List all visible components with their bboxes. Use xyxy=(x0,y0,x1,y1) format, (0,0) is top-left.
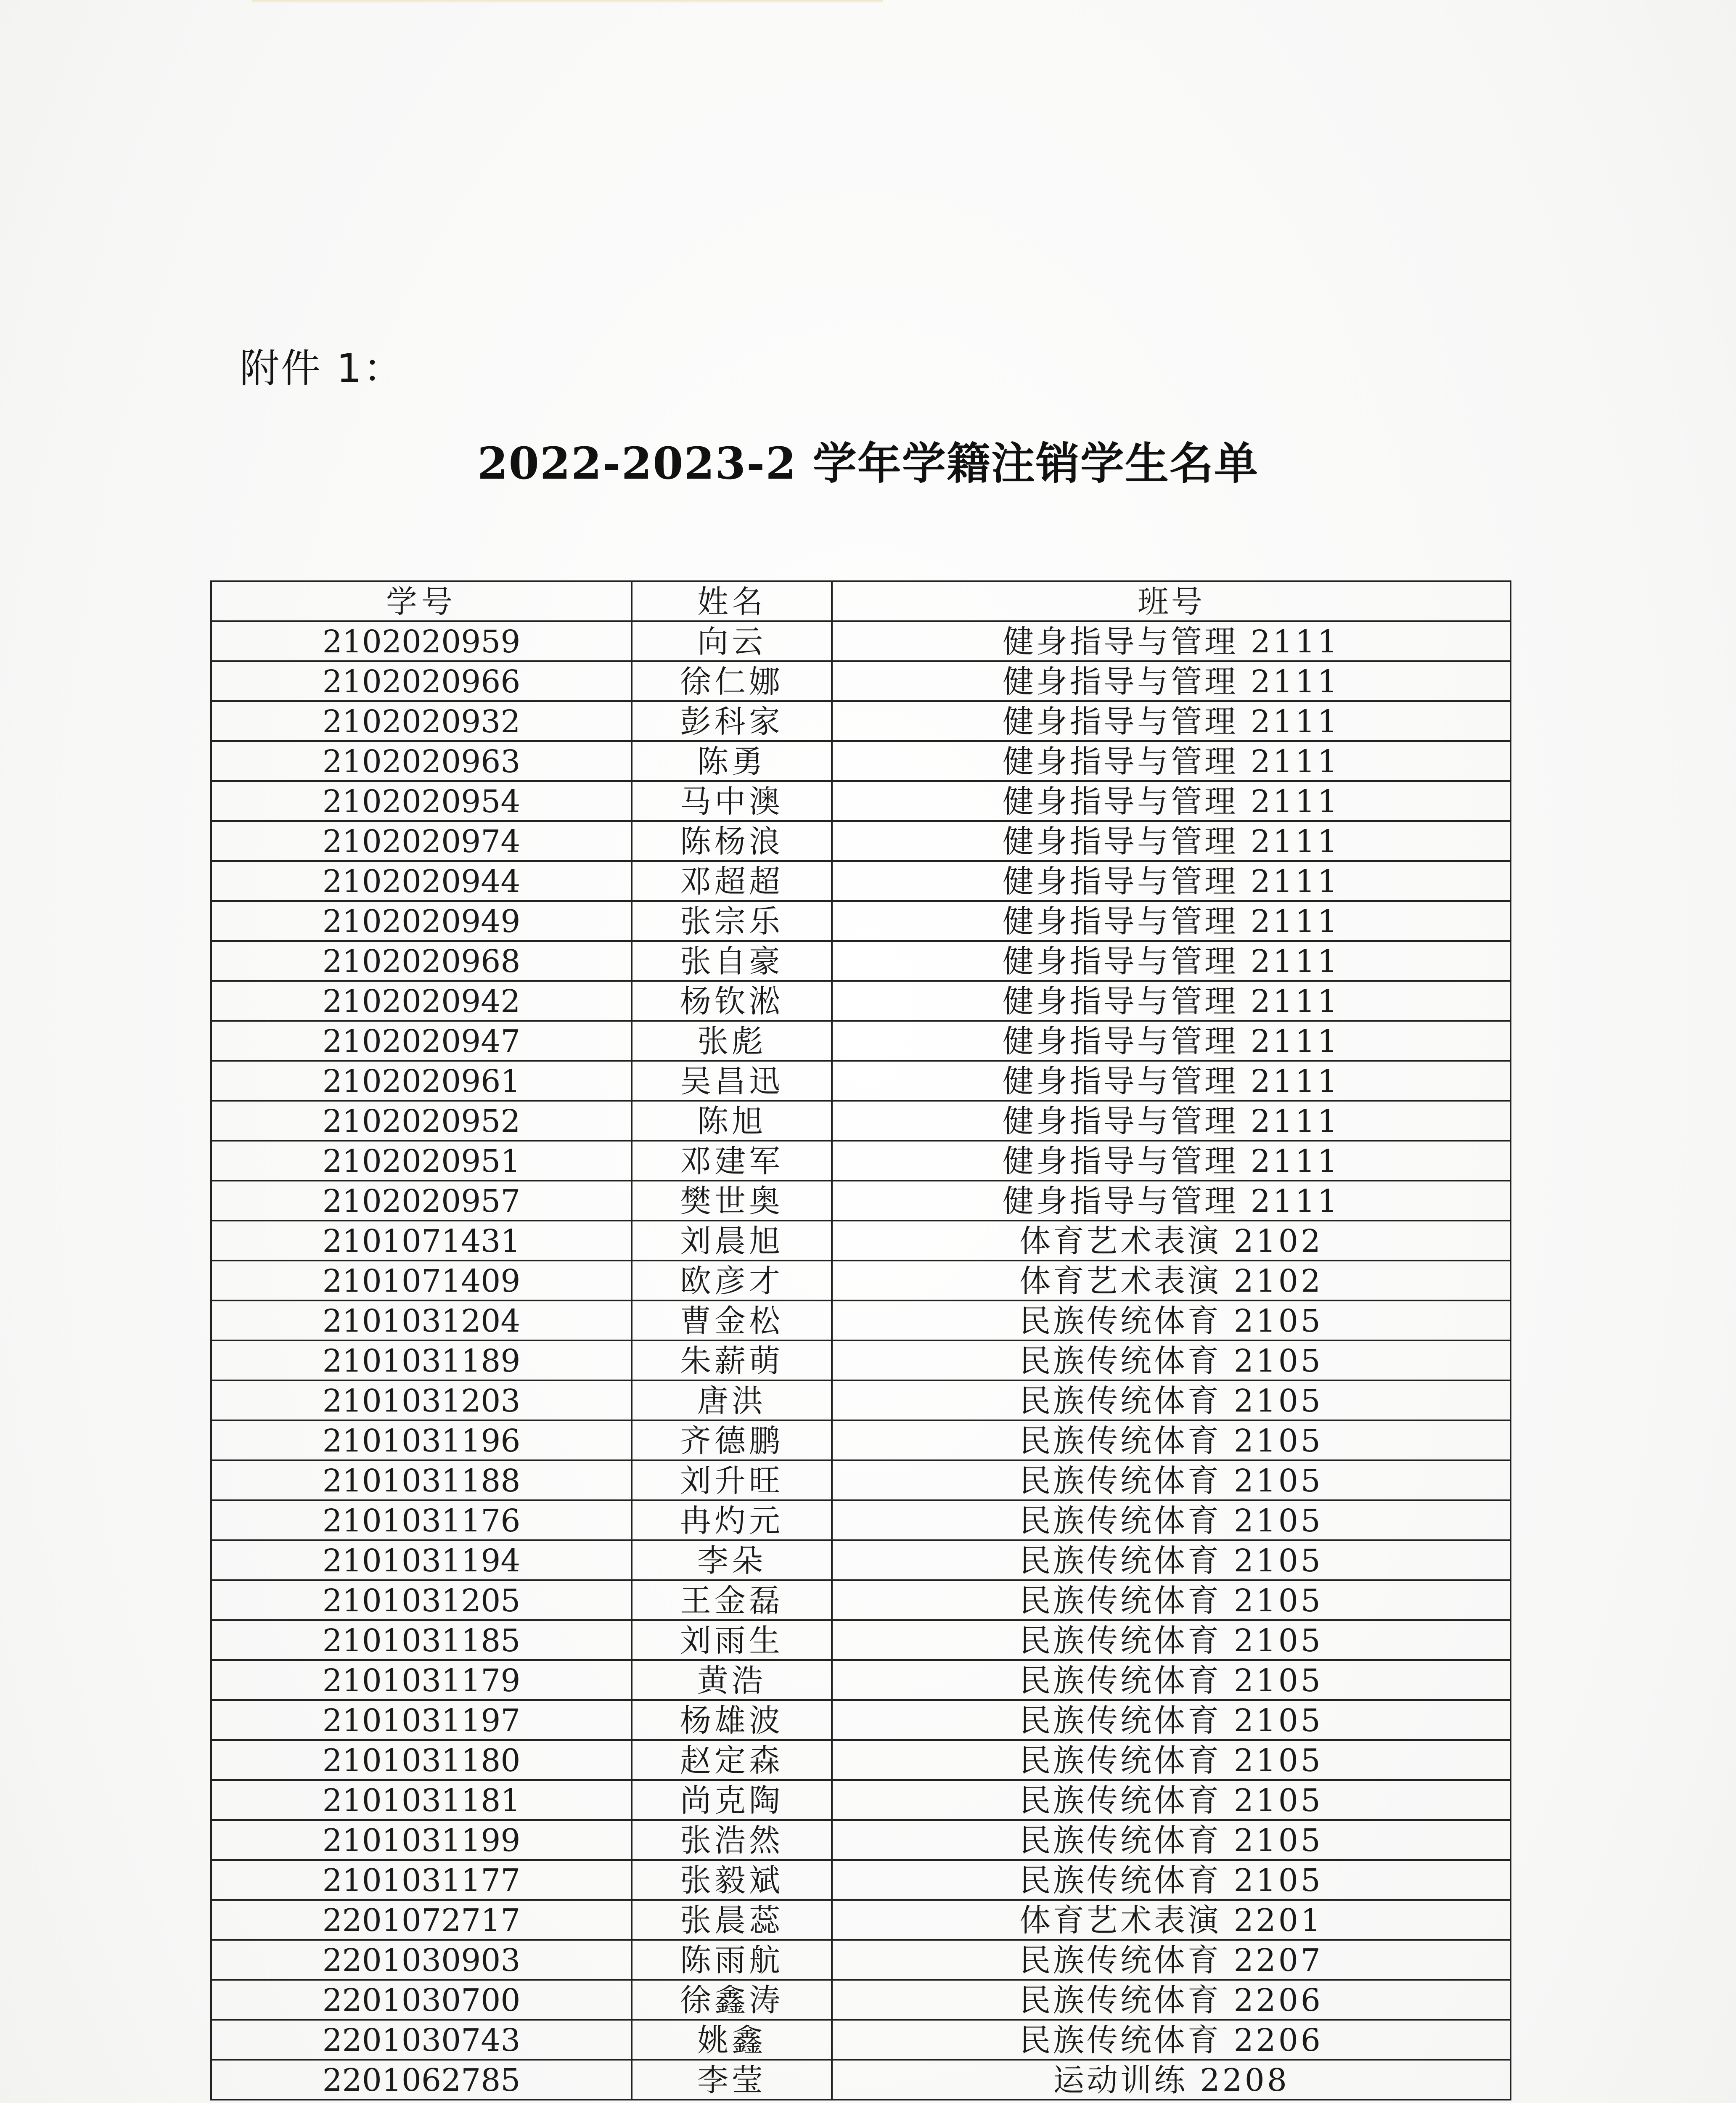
class-cell: 民族传统体育 2105 xyxy=(832,1420,1511,1460)
student-id-cell: 2101031177 xyxy=(211,1860,632,1900)
table-row xyxy=(211,621,1511,661)
table-row xyxy=(211,1500,1511,1540)
student-id-cell: 2102020961 xyxy=(211,1061,632,1101)
class-cell: 民族传统体育 2105 xyxy=(832,1700,1511,1740)
student-name-cell: 姚鑫 xyxy=(632,2020,832,2060)
class-cell: 健身指导与管理 2111 xyxy=(832,981,1511,1021)
student-name-cell: 赵定森 xyxy=(632,1740,832,1780)
table-row xyxy=(211,2020,1511,2060)
student-name-cell: 李莹 xyxy=(632,2060,832,2100)
class-cell: 民族传统体育 2105 xyxy=(832,1780,1511,1820)
student-name-cell: 刘雨生 xyxy=(632,1620,832,1660)
student-id-cell: 2102020951 xyxy=(211,1141,632,1181)
student-name-cell: 黄浩 xyxy=(632,1660,832,1700)
table-row xyxy=(211,1660,1511,1700)
class-cell: 民族传统体育 2105 xyxy=(832,1740,1511,1780)
table-row xyxy=(211,941,1511,981)
class-cell: 健身指导与管理 2111 xyxy=(832,1101,1511,1141)
class-cell: 民族传统体育 2105 xyxy=(832,1620,1511,1660)
student-id-cell: 2101031180 xyxy=(211,1740,632,1780)
class-cell: 健身指导与管理 2111 xyxy=(832,901,1511,941)
table-row xyxy=(211,1620,1511,1660)
class-cell: 民族传统体育 2105 xyxy=(832,1660,1511,1700)
student-id-cell: 2102020954 xyxy=(211,781,632,821)
student-id-cell: 2101031204 xyxy=(211,1300,632,1340)
student-name-cell: 邓建军 xyxy=(632,1141,832,1181)
class-cell: 民族传统体育 2105 xyxy=(832,1340,1511,1380)
class-cell: 民族传统体育 2105 xyxy=(832,1860,1511,1900)
student-id-cell: 2101031203 xyxy=(211,1380,632,1420)
student-name-cell: 邓超超 xyxy=(632,861,832,901)
student-name-cell: 樊世奥 xyxy=(632,1181,832,1221)
student-id-cell: 2101031196 xyxy=(211,1420,632,1460)
table-row xyxy=(211,1580,1511,1620)
student-name-cell: 张毅斌 xyxy=(632,1860,832,1900)
student-id-cell: 2102020963 xyxy=(211,741,632,781)
student-id-cell: 2102020959 xyxy=(211,621,632,661)
class-cell: 健身指导与管理 2111 xyxy=(832,1141,1511,1181)
paper-top-edge xyxy=(252,0,883,3)
table-row xyxy=(211,1700,1511,1740)
class-cell: 民族传统体育 2206 xyxy=(832,2020,1511,2060)
class-cell: 民族传统体育 2105 xyxy=(832,1500,1511,1540)
student-name-cell: 张浩然 xyxy=(632,1820,832,1860)
student-id-cell: 2101071431 xyxy=(211,1221,632,1261)
class-cell: 民族传统体育 2105 xyxy=(832,1300,1511,1340)
student-name-cell: 李朵 xyxy=(632,1540,832,1580)
student-id-cell: 2101031176 xyxy=(211,1500,632,1540)
table-row xyxy=(211,1940,1511,1980)
student-name-cell: 齐德鹏 xyxy=(632,1420,832,1460)
student-name-cell: 刘升旺 xyxy=(632,1460,832,1500)
attachment-label: 附件 1： xyxy=(240,346,405,392)
class-cell: 体育艺术表演 2201 xyxy=(832,1900,1511,1940)
class-cell: 健身指导与管理 2111 xyxy=(832,621,1511,661)
student-name-cell: 张晨蕊 xyxy=(632,1900,832,1940)
table-row xyxy=(211,1101,1511,1141)
table-row xyxy=(211,1061,1511,1101)
table-row xyxy=(211,1141,1511,1181)
student-name-cell: 陈勇 xyxy=(632,741,832,781)
student-id-cell: 2102020947 xyxy=(211,1021,632,1061)
column-header-class: 班号 xyxy=(832,581,1511,621)
student-id-cell: 2201030743 xyxy=(211,2020,632,2060)
table-row xyxy=(211,1460,1511,1500)
student-name-cell: 杨雄波 xyxy=(632,1700,832,1740)
student-name-cell: 张彪 xyxy=(632,1021,832,1061)
student-id-cell: 2102020968 xyxy=(211,941,632,981)
table-row xyxy=(211,901,1511,941)
table-row xyxy=(211,1181,1511,1221)
table-row xyxy=(211,1900,1511,1940)
student-name-cell: 徐鑫涛 xyxy=(632,1980,832,2020)
class-cell: 健身指导与管理 2111 xyxy=(832,741,1511,781)
class-cell: 健身指导与管理 2111 xyxy=(832,661,1511,701)
table-row xyxy=(211,701,1511,741)
class-cell: 民族传统体育 2206 xyxy=(832,1980,1511,2020)
student-id-cell: 2101031205 xyxy=(211,1580,632,1620)
student-name-cell: 张宗乐 xyxy=(632,901,832,941)
class-cell: 民族传统体育 2105 xyxy=(832,1380,1511,1420)
student-name-cell: 王金磊 xyxy=(632,1580,832,1620)
student-name-cell: 冉灼元 xyxy=(632,1500,832,1540)
student-name-cell: 刘晨旭 xyxy=(632,1221,832,1261)
table-row xyxy=(211,821,1511,861)
table-row xyxy=(211,1300,1511,1340)
deregistration-table xyxy=(210,580,1511,2100)
table-row xyxy=(211,861,1511,901)
table-row xyxy=(211,1980,1511,2020)
class-cell: 健身指导与管理 2111 xyxy=(832,1061,1511,1101)
student-name-cell: 张自豪 xyxy=(632,941,832,981)
column-header-student-id: 学号 xyxy=(211,581,632,621)
table-row xyxy=(211,1780,1511,1820)
student-name-cell: 陈旭 xyxy=(632,1101,832,1141)
student-name-cell: 曹金松 xyxy=(632,1300,832,1340)
student-id-cell: 2102020942 xyxy=(211,981,632,1021)
class-cell: 健身指导与管理 2111 xyxy=(832,1181,1511,1221)
student-name-cell: 陈雨航 xyxy=(632,1940,832,1980)
table-row xyxy=(211,1820,1511,1860)
student-name-cell: 朱薪萌 xyxy=(632,1340,832,1380)
class-cell: 民族传统体育 2105 xyxy=(832,1540,1511,1580)
student-id-cell: 2102020952 xyxy=(211,1101,632,1141)
table-row xyxy=(211,1420,1511,1460)
student-id-cell: 2101031197 xyxy=(211,1700,632,1740)
table-row xyxy=(211,1740,1511,1780)
class-cell: 健身指导与管理 2111 xyxy=(832,781,1511,821)
class-cell: 民族传统体育 2207 xyxy=(832,1940,1511,1980)
column-header-name: 姓名 xyxy=(632,581,832,621)
student-id-cell: 2102020932 xyxy=(211,701,632,741)
table-row xyxy=(211,1380,1511,1420)
student-id-cell: 2101031188 xyxy=(211,1460,632,1500)
student-name-cell: 唐洪 xyxy=(632,1380,832,1420)
class-cell: 健身指导与管理 2111 xyxy=(832,941,1511,981)
class-cell: 健身指导与管理 2111 xyxy=(832,1021,1511,1061)
table-header-row xyxy=(211,581,1511,621)
document-title: 2022-2023-2 学年学籍注销学生名单 xyxy=(477,437,1259,489)
student-id-cell: 2101031189 xyxy=(211,1340,632,1380)
table-row xyxy=(211,661,1511,701)
class-cell: 体育艺术表演 2102 xyxy=(832,1261,1511,1300)
class-cell: 民族传统体育 2105 xyxy=(832,1820,1511,1860)
class-cell: 健身指导与管理 2111 xyxy=(832,701,1511,741)
student-name-cell: 欧彦才 xyxy=(632,1261,832,1300)
class-cell: 健身指导与管理 2111 xyxy=(832,861,1511,901)
table-row xyxy=(211,1021,1511,1061)
class-cell: 运动训练 2208 xyxy=(832,2060,1511,2100)
student-id-cell: 2101031194 xyxy=(211,1540,632,1580)
student-id-cell: 2101031179 xyxy=(211,1660,632,1700)
table-row xyxy=(211,1340,1511,1380)
student-name-cell: 马中澳 xyxy=(632,781,832,821)
student-id-cell: 2101071409 xyxy=(211,1261,632,1300)
student-name-cell: 彭科家 xyxy=(632,701,832,741)
class-cell: 健身指导与管理 2111 xyxy=(832,821,1511,861)
student-id-cell: 2201062785 xyxy=(211,2060,632,2100)
student-id-cell: 2102020966 xyxy=(211,661,632,701)
student-id-cell: 2102020974 xyxy=(211,821,632,861)
student-name-cell: 陈杨浪 xyxy=(632,821,832,861)
table-row xyxy=(211,2060,1511,2100)
table-row xyxy=(211,1540,1511,1580)
class-cell: 体育艺术表演 2102 xyxy=(832,1221,1511,1261)
student-name-cell: 向云 xyxy=(632,621,832,661)
table-row xyxy=(211,781,1511,821)
student-id-cell: 2102020944 xyxy=(211,861,632,901)
student-id-cell: 2102020949 xyxy=(211,901,632,941)
student-name-cell: 徐仁娜 xyxy=(632,661,832,701)
table-row xyxy=(211,981,1511,1021)
student-id-cell: 2101031181 xyxy=(211,1780,632,1820)
table-row xyxy=(211,1261,1511,1300)
student-id-cell: 2101031199 xyxy=(211,1820,632,1860)
table-row xyxy=(211,1221,1511,1261)
student-name-cell: 杨钦淞 xyxy=(632,981,832,1021)
table-body xyxy=(211,621,1511,2100)
class-cell: 民族传统体育 2105 xyxy=(832,1580,1511,1620)
student-id-cell: 2101031185 xyxy=(211,1620,632,1660)
student-name-cell: 吴昌迅 xyxy=(632,1061,832,1101)
class-cell: 民族传统体育 2105 xyxy=(832,1460,1511,1500)
table-row xyxy=(211,1860,1511,1900)
student-id-cell: 2201030903 xyxy=(211,1940,632,1980)
student-id-cell: 2201030700 xyxy=(211,1980,632,2020)
student-id-cell: 2201072717 xyxy=(211,1900,632,1940)
table-row xyxy=(211,741,1511,781)
student-id-cell: 2102020957 xyxy=(211,1181,632,1221)
student-name-cell: 尚克陶 xyxy=(632,1780,832,1820)
